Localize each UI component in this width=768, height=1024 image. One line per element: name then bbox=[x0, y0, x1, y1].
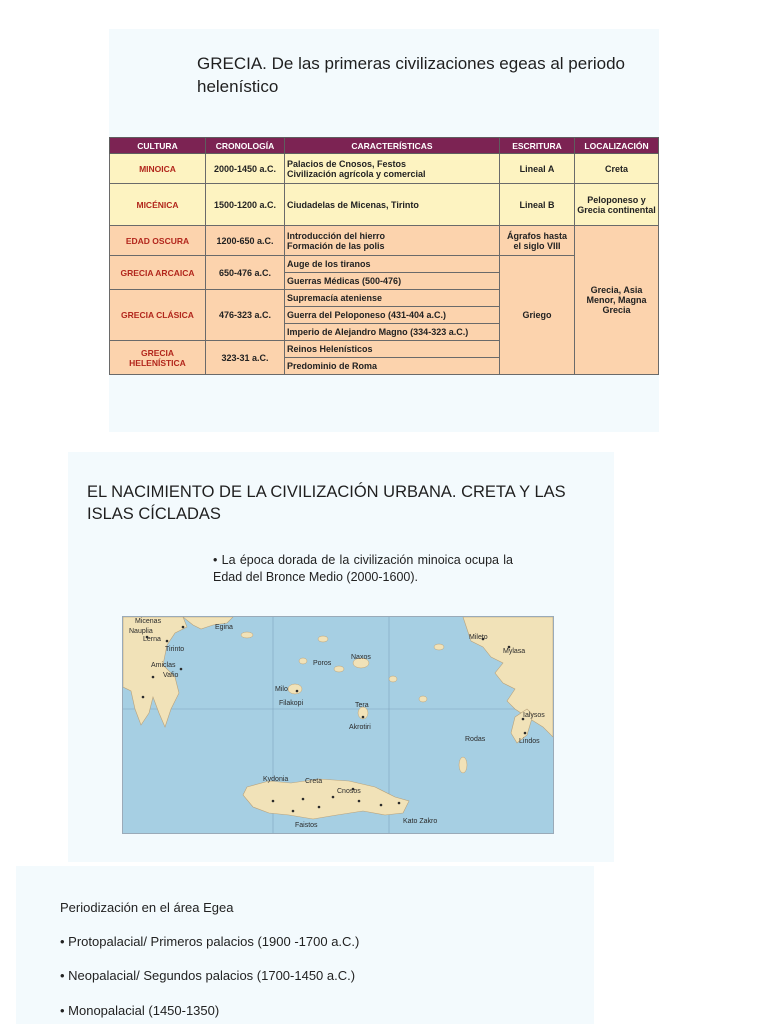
cell-caracteristicas: Predominio de Roma bbox=[285, 358, 500, 375]
header-caracteristicas: CARACTERÍSTICAS bbox=[285, 138, 500, 154]
cell-cronologia: 2000-1450 a.C. bbox=[206, 154, 285, 184]
label-naxos: Naxos bbox=[351, 654, 371, 661]
label-amiclas: Amiclas bbox=[151, 662, 176, 669]
cell-cultura: MINOICA bbox=[110, 154, 206, 184]
cell-caracteristicas bbox=[285, 154, 500, 184]
periodization-heading: Periodización en el área Egea bbox=[60, 900, 234, 915]
slide2-bullet: • La época dorada de la civilización minoica ocupa la Edad del Bronce Medio (2000-1600). bbox=[213, 553, 513, 584]
cell-caracteristicas: Imperio de Alejandro Magno (334-323 a.C.) bbox=[285, 324, 500, 341]
cell-cronologia: 476-323 a.C. bbox=[206, 290, 285, 341]
slide-periodizacion bbox=[16, 866, 594, 1024]
cultures-table bbox=[109, 137, 659, 375]
list-item: • Monopalacial (1450-1350) bbox=[60, 1003, 220, 1018]
cell-cronologia: 323-31 a.C. bbox=[206, 341, 285, 375]
header-cronologia: CRONOLOGÍA bbox=[206, 138, 285, 154]
cell-cultura: GRECIA HELENÍSTICA bbox=[110, 341, 206, 375]
island-small bbox=[299, 658, 307, 664]
label-creta: Creta bbox=[305, 778, 323, 785]
label-ialysos: Ialysos bbox=[523, 712, 545, 719]
label-micenas: Micenas bbox=[135, 618, 162, 625]
island-small bbox=[389, 676, 397, 682]
island-poros bbox=[334, 666, 344, 672]
island-egina bbox=[241, 632, 253, 638]
cell-caracteristicas: Guerras Médicas (500-476) bbox=[285, 273, 500, 290]
list-item: • Neopalacial/ Segundos palacios (1700-1450 a.C.) bbox=[60, 968, 356, 983]
label-vafio: Vafio bbox=[163, 672, 179, 679]
header-cultura: CULTURA bbox=[110, 138, 206, 154]
label-lindos: Lindos bbox=[519, 738, 540, 745]
cell-caracteristicas: Ciudadelas de Micenas, Tirinto bbox=[285, 184, 500, 226]
aegean-map bbox=[122, 616, 554, 834]
cell-escritura: Lineal A bbox=[500, 154, 575, 184]
label-kato-zakro: Kato Zakro bbox=[403, 818, 438, 825]
car-line: Introducción del hierro bbox=[287, 230, 386, 241]
label-tirinto: Tirinto bbox=[165, 646, 185, 653]
cell-caracteristicas bbox=[285, 226, 500, 256]
slide1-title: GRECIA. De las primeras civilizaciones egeas al periodo helenístico bbox=[197, 54, 626, 96]
cell-caracteristicas: Supremacía ateniense bbox=[285, 290, 500, 307]
label-poros: Poros bbox=[313, 660, 332, 667]
island-creta bbox=[243, 779, 409, 819]
slide-creta bbox=[68, 452, 614, 862]
map-svg bbox=[123, 617, 553, 833]
island-small bbox=[419, 696, 427, 702]
car-line: Civilización agrícola y comercial bbox=[287, 168, 426, 179]
cell-caracteristicas: Auge de los tiranos bbox=[285, 256, 500, 273]
label-mylasa: Mylasa bbox=[503, 648, 526, 655]
island-milo bbox=[288, 684, 302, 694]
cell-cultura: GRECIA ARCAICA bbox=[110, 256, 206, 290]
label-filakopi: Filakopi bbox=[279, 700, 304, 707]
label-rodas: Rodas bbox=[465, 736, 486, 743]
label-faistos: Faistos bbox=[295, 822, 318, 829]
slide-grecia-table bbox=[109, 29, 659, 432]
cell-localizacion: Creta bbox=[575, 154, 659, 184]
label-lerna: Lerna bbox=[143, 636, 161, 643]
cell-escritura: Ágrafos hasta el siglo VIII bbox=[500, 226, 575, 256]
table-row bbox=[110, 226, 659, 256]
cell-localizacion: Peloponeso y Grecia continental bbox=[575, 184, 659, 226]
header-escritura: ESCRITURA bbox=[500, 138, 575, 154]
table-row bbox=[110, 154, 659, 184]
cell-cronologia: 650-476 a.C. bbox=[206, 256, 285, 290]
cell-cronologia: 1200-650 a.C. bbox=[206, 226, 285, 256]
car-line: Palacios de Cnosos, Festos bbox=[287, 158, 407, 169]
island-small bbox=[434, 644, 444, 650]
label-akrotiri: Akrotiri bbox=[349, 724, 371, 731]
table-row bbox=[110, 184, 659, 226]
list-item: • Protopalacial/ Primeros palacios (1900 -1700 a.C.) bbox=[60, 934, 360, 949]
label-nauplia: Nauplia bbox=[129, 628, 153, 635]
cell-caracteristicas: Reinos Helenísticos bbox=[285, 341, 500, 358]
label-kydonia: Kydonia bbox=[263, 776, 289, 783]
label-mileto: Mileto bbox=[469, 634, 488, 641]
table-header-row bbox=[110, 138, 659, 154]
cell-caracteristicas: Guerra del Peloponeso (431-404 a.C.) bbox=[285, 307, 500, 324]
car-line: Formación de las polis bbox=[287, 240, 385, 251]
cell-cultura: EDAD OSCURA bbox=[110, 226, 206, 256]
label-cnosos: Cnosos bbox=[337, 788, 361, 795]
label-egina: Egina bbox=[215, 624, 233, 631]
label-milo: Milo bbox=[275, 686, 288, 693]
cell-escritura: Lineal B bbox=[500, 184, 575, 226]
cell-cultura: GRECIA CLÁSICA bbox=[110, 290, 206, 341]
cell-cronologia: 1500-1200 a.C. bbox=[206, 184, 285, 226]
island-small bbox=[459, 757, 467, 773]
label-tera: Tera bbox=[355, 702, 369, 709]
header-localizacion: LOCALIZACIÓN bbox=[575, 138, 659, 154]
cell-escritura-griego: Griego bbox=[500, 256, 575, 375]
island-small bbox=[318, 636, 328, 642]
slide2-title: EL NACIMIENTO DE LA CIVILIZACIÓN URBANA. CRETA Y LAS ISLAS CÍCLADAS bbox=[87, 483, 566, 523]
cell-cultura: MICÉNICA bbox=[110, 184, 206, 226]
cell-localizacion-shared: Grecia, Asia Menor, Magna Grecia bbox=[575, 226, 659, 375]
